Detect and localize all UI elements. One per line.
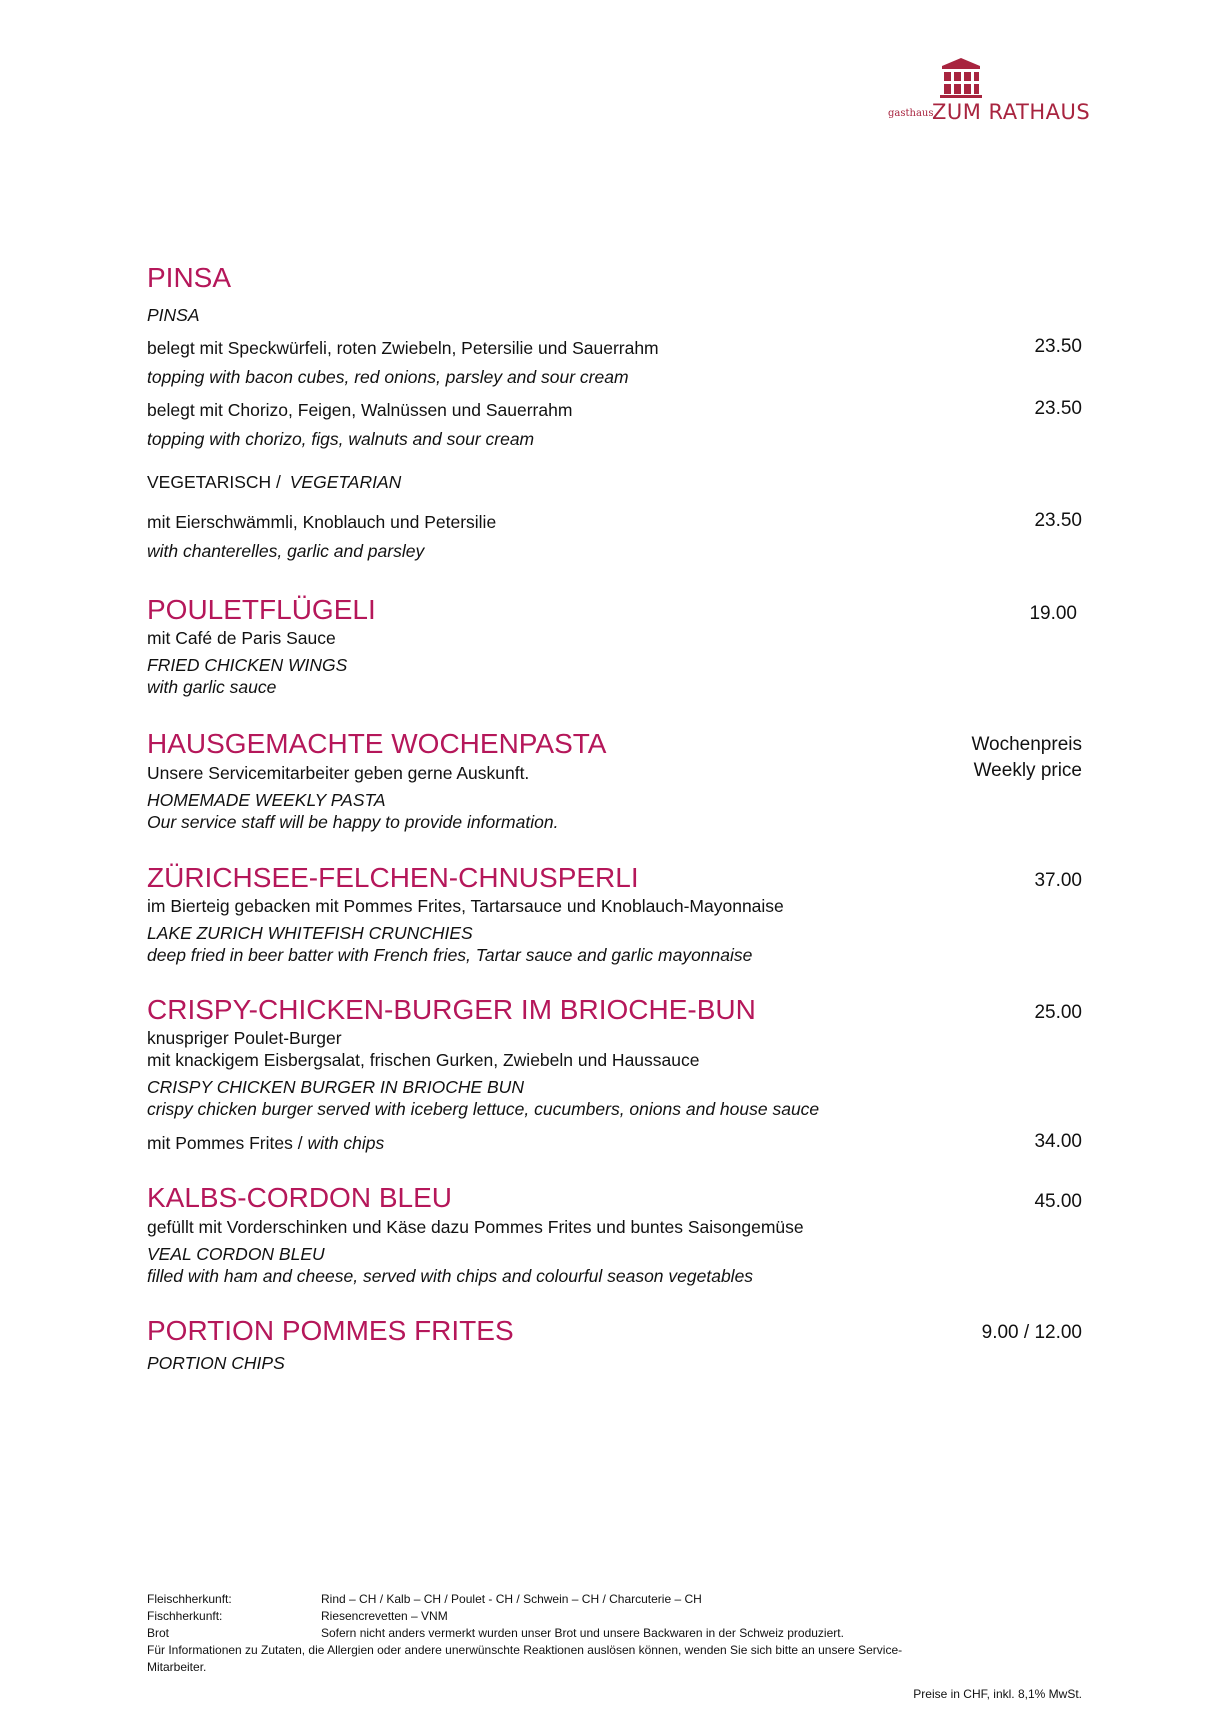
pinsa-item1-en: topping with bacon cubes, red onions, parsley and sour cream	[147, 367, 629, 387]
section-subtitle-pinsa: PINSA	[147, 305, 200, 325]
pinsa-item3-en: with chanterelles, garlic and parsley	[147, 541, 425, 561]
wings-en-title: FRIED CHICKEN WINGS	[147, 655, 348, 675]
cordon-en: filled with ham and cheese, served with chips and colourful season vegetables	[147, 1266, 754, 1286]
pinsa-item2-price: 23.50	[1034, 398, 1082, 419]
pasta-de: Unsere Servicemitarbeiter geben gerne Auskunft.	[147, 763, 530, 783]
pasta-en-title: HOMEMADE WEEKLY PASTA	[147, 790, 386, 810]
footer-fish-label: Fischherkunft:	[147, 1609, 223, 1623]
section-title-pasta: HAUSGEMACHTE WOCHENPASTA	[147, 728, 607, 759]
footer-prices-note: Preise in CHF, inkl. 8,1% MwSt.	[913, 1687, 1082, 1701]
burger-price: 25.00	[1034, 1002, 1082, 1023]
burger-de2: mit knackigem Eisbergsalat, frischen Gurken, Zwiebeln und Haussauce	[147, 1050, 700, 1070]
restaurant-logo	[888, 56, 1091, 136]
section-title-felchen: ZÜRICHSEE-FELCHEN-CHNUSPERLI	[147, 862, 639, 893]
building-logo-icon	[936, 56, 986, 98]
section-title-cordon: KALBS-CORDON BLEU	[147, 1182, 452, 1213]
footer-allergy-line1: Für Informationen zu Zutaten, die Allergien oder andere unerwünschte Reaktionen auslösen können, wenden Sie sich bitte an unsere Service-	[147, 1643, 903, 1657]
burger-en-title: CRISPY CHICKEN BURGER IN BRIOCHE BUN	[147, 1077, 524, 1097]
felchen-price: 37.00	[1034, 870, 1082, 891]
section-title-wings: POULETFLÜGELI	[147, 594, 376, 625]
felchen-de: im Bierteig gebacken mit Pommes Frites, Tartarsauce und Knoblauch-Mayonnaise	[147, 896, 784, 916]
footer-bread-value: Sofern nicht anders vermerkt wurden unser Brot und unsere Backwaren in der Schweiz produziert.	[321, 1626, 844, 1640]
section-title-burger: CRISPY-CHICKEN-BURGER IM BRIOCHE-BUN	[147, 994, 756, 1025]
footer-meat-value: Rind – CH / Kalb – CH / Poulet - CH / Schwein – CH / Charcuterie – CH	[321, 1592, 702, 1606]
felchen-en: deep fried in beer batter with French fries, Tartar sauce and garlic mayonnaise	[147, 945, 753, 965]
burger-de1: knuspriger Poulet-Burger	[147, 1028, 342, 1048]
pinsa-item3-price: 23.50	[1034, 510, 1082, 531]
footer-bread-label: Brot	[147, 1626, 170, 1640]
wings-de: mit Café de Paris Sauce	[147, 628, 336, 648]
pinsa-item1-de: belegt mit Speckwürfeli, roten Zwiebeln, Petersilie und Sauerrahm	[147, 338, 659, 358]
section-title-fries: PORTION POMMES FRITES	[147, 1315, 514, 1346]
cordon-de: gefüllt mit Vorderschinken und Käse dazu Pommes Frites und buntes Saisongemüse	[147, 1217, 804, 1237]
cordon-en-title: VEAL CORDON BLEU	[147, 1244, 325, 1264]
vegetarian-en: VEGETARIAN	[289, 472, 402, 492]
burger-chips-label	[147, 1133, 384, 1154]
fries-en-title: PORTION CHIPS	[147, 1353, 285, 1373]
cordon-price: 45.00	[1034, 1191, 1082, 1212]
section-title-pinsa: PINSA	[147, 262, 232, 293]
pasta-price-de: Wochenpreis	[971, 734, 1082, 755]
burger-chips-price: 34.00	[1034, 1131, 1082, 1152]
fries-price: 9.00 / 12.00	[981, 1322, 1082, 1343]
logo-gasthaus-text: gasthaus	[888, 108, 934, 119]
vegetarian-de: VEGETARISCH /	[147, 472, 281, 492]
pinsa-item3-de: mit Eierschwämmli, Knoblauch und Petersilie	[147, 512, 497, 532]
pinsa-item1-price: 23.50	[1034, 336, 1082, 357]
pasta-price-en: Weekly price	[973, 760, 1082, 781]
pasta-en: Our service staff will be happy to provide information.	[147, 812, 559, 832]
footer-allergy-line2: Mitarbeiter.	[147, 1660, 207, 1674]
burger-chips-de: mit Pommes Frites /	[147, 1133, 303, 1153]
burger-en: crispy chicken burger served with iceberg lettuce, cucumbers, onions and house sauce	[147, 1099, 820, 1119]
wings-price: 19.00	[1029, 603, 1077, 624]
pinsa-item2-en: topping with chorizo, figs, walnuts and sour cream	[147, 429, 535, 449]
footer-meat-label: Fleischherkunft:	[147, 1592, 232, 1606]
logo-name-text: ZUM RATHAUS	[932, 100, 1091, 124]
pinsa-item2-de: belegt mit Chorizo, Feigen, Walnüssen und Sauerrahm	[147, 400, 573, 420]
footer-fish-value: Riesencrevetten – VNM	[321, 1609, 448, 1623]
wings-en: with garlic sauce	[147, 677, 277, 697]
pinsa-vegetarian-label	[147, 472, 401, 493]
felchen-en-title: LAKE ZURICH WHITEFISH CRUNCHIES	[147, 923, 473, 943]
burger-chips-en: with chips	[307, 1133, 385, 1153]
